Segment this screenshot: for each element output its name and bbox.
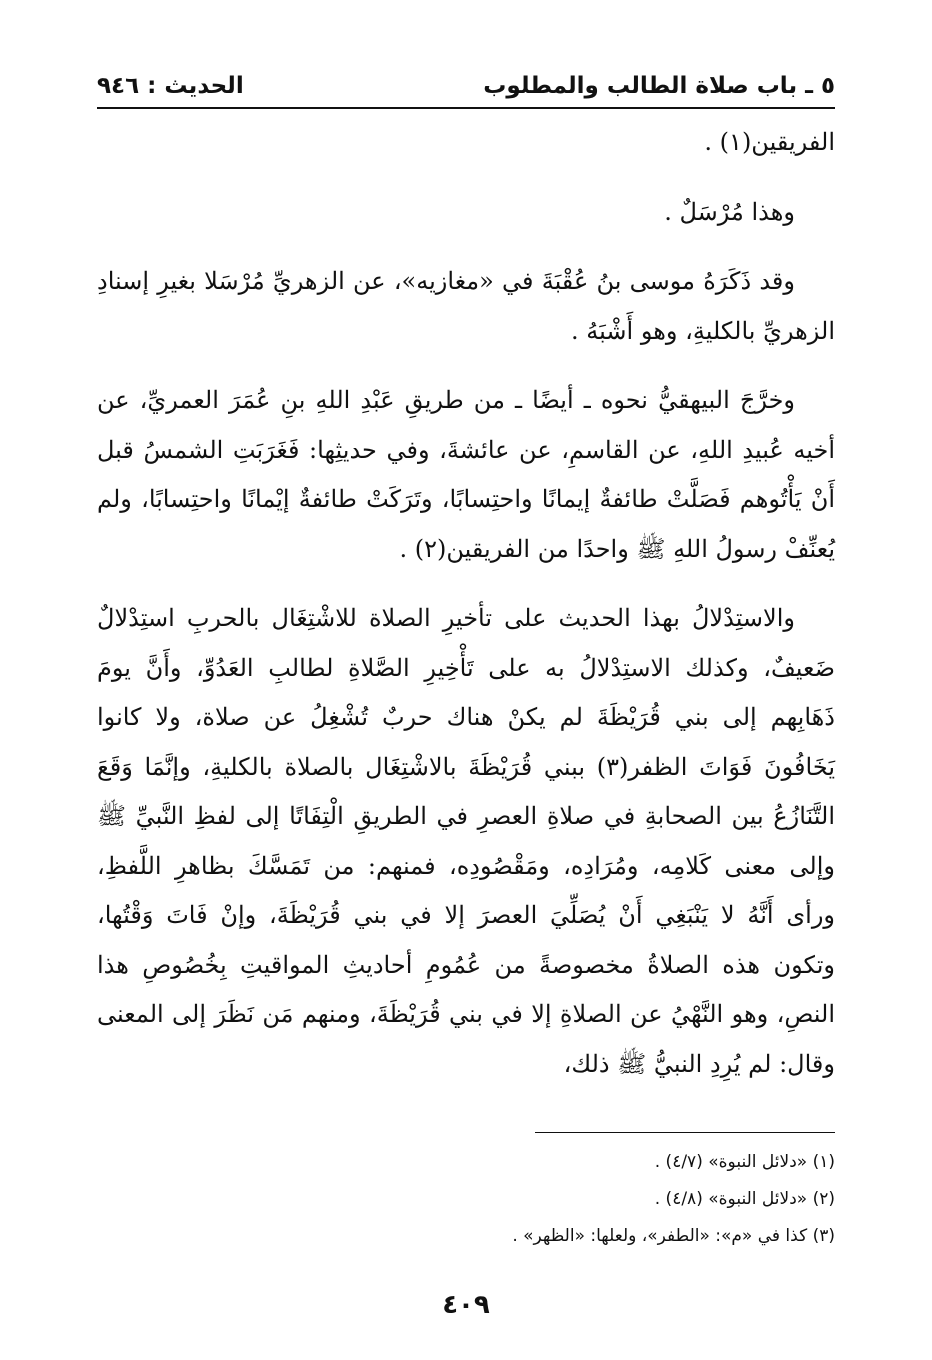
footnote-3: (٣) كذا في «م»: «الطفر»، ولعلها: «الظهر» .: [512, 1226, 835, 1246]
body-text: [97, 118, 835, 1089]
paragraph-1: الفريقين(١) .: [704, 128, 835, 156]
paragraph-4: وخرَّجَ البيهقيُّ نحوه ـ أيضًا ـ من طريقِ عَبْدِ اللهِ بنِ عُمَرَ العمريِّ، عن أخيه عُبيدِ اللهِ، عن القاسمِ، عن عائشةَ، وفي حديثِها: فَغَرَبَتِ الشمسُ قبل أَنْ يَأْتُوهم فَصَلَّتْ طائفةٌ إيمانًا واحتِسابًا، وتَرَكَتْ طائفةٌ إيْمانًا واحتِسابًا، ولم يُعنِّفْ رسولُ اللهِ ﷺ واحدًا من الفريقين(٢) .: [97, 386, 835, 563]
chapter-title: ٥ ـ باب صلاة الطالب والمطلوب: [483, 73, 835, 99]
hadith-number: الحديث : ٩٤٦: [97, 73, 244, 99]
footnote-rule: [535, 1132, 835, 1133]
paragraph-2: وهذا مُرْسَلٌ .: [664, 197, 795, 226]
page-number: ٤٠٩: [442, 1290, 490, 1320]
running-header: [97, 66, 835, 106]
paragraph-5: والاستِدْلالُ بهذا الحديث على تأخيرِ الصلاة للاشْتِغَال بالحربِ استِدْلالٌ ضَعيفٌ، وكذلك الاستِدْلالُ به على تَأْخِيرِ الصَّلاةِ لطالبِ العَدُوِّ، وأَنَّ يومَ ذَهَابِهم إلى بني قُرَيْظَةَ لم يكنْ هناك حربٌ تُشْغِلُ عن صلاة، ولا كانوا يَخَافُونَ فَوَاتَ الظفر(٣) ببني قُرَيْظَةَ بالاشْتِغَال بالصلاة بالكليةِ، وإنَّمَا وَقَعَ التَّنَازُعُ بين الصحابةِ في صلاةِ العصرِ في الطريقِ الْتِفَاتًا إلى لفظِ النَّبيِّ ﷺ وإلى معنى كَلامِه، ومُرَادِه، ومَقْصُودِه، فمنهم: من تَمَسَّكَ بظاهرِ اللَّفظِ، ورأى أَنَّهُ لا يَنْبَغِي أَنْ يُصَلِّيَ العصرَ إلا في بني قُرَيْظَةَ، وإنْ فَاتَ وَقْتُها، وتكون هذه الصلاةُ مخصوصةً من عُمُومِ أحاديثِ المواقيتِ بِخُصُوصِ هذا النصِ، وهو النَّهْيُ عن الصلاةِ إلا في بني قُرَيْظَةَ، ومنهم مَن نَظَرَ إلى المعنى وقال: لم يُرِدِ النبيُّ ﷺ ذلك،: [97, 604, 835, 1078]
footnotes: [97, 1144, 835, 1255]
paragraph-3: وقد ذَكَرَهُ موسى بنُ عُقْبَةَ في «مغازيه»، عن الزهريِّ مُرْسَلا بغيرِ إسنادِ الزهريِّ بالكليةِ، وهو أَشْبَهُ .: [97, 267, 835, 345]
footnote-2: (٢) «دلائل النبوة» (٤/٨) .: [654, 1189, 835, 1209]
footnote-1: (١) «دلائل النبوة» (٤/٧) .: [654, 1152, 835, 1172]
header-rule: [97, 107, 835, 109]
